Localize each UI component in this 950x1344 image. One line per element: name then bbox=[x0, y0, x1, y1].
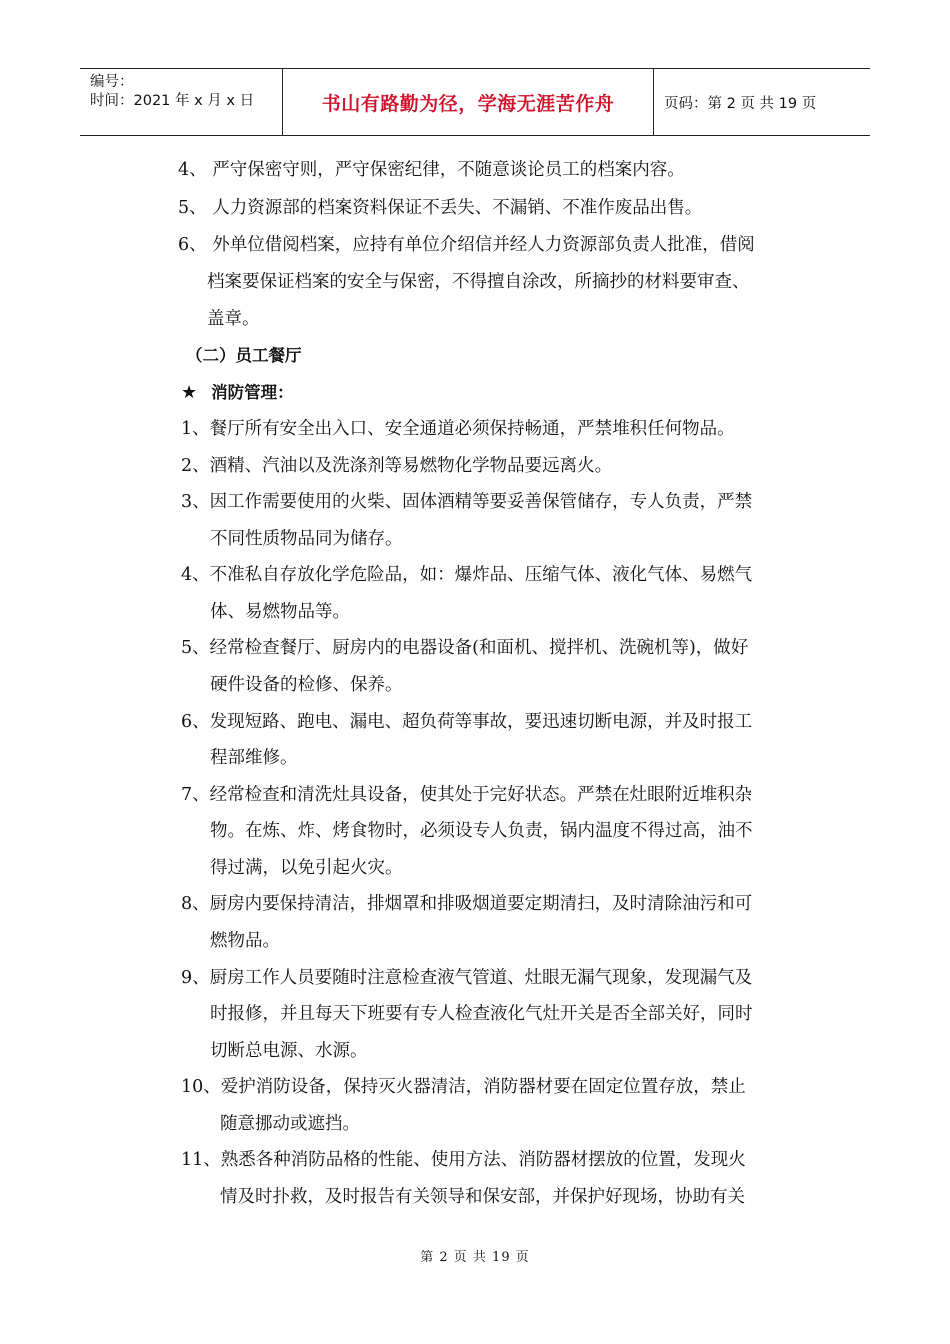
subsection-heading bbox=[181, 381, 294, 405]
paragraph-line: 2、酒精、汽油以及洗涤剂等易燃物化学物品要远离火。 bbox=[181, 456, 613, 476]
date-label: 时间：2021 年 x 月 x 日 bbox=[90, 93, 255, 109]
paragraph-line: 6、发现短路、跑电、漏电、超负荷等事故，要迅速切断电源，并及时报工 bbox=[181, 712, 753, 732]
paragraph-line: 档案要保证档案的安全与保密，不得擅自涂改，所摘抄的材料要审查、 bbox=[207, 272, 750, 292]
paragraph-line: 1、餐厅所有安全出入口、安全通道必须保持畅通，严禁堆积任何物品。 bbox=[181, 419, 735, 439]
paragraph-line: 4、不准私自存放化学危险品，如：爆炸品、压缩气体、液化气体、易燃气 bbox=[181, 565, 753, 585]
paragraph-line: 程部维修。 bbox=[210, 748, 298, 768]
paragraph-line: 盖章。 bbox=[207, 309, 260, 329]
paragraph-line: 燃物品。 bbox=[210, 931, 280, 951]
paragraph-line: 切断总电源、水源。 bbox=[210, 1041, 368, 1061]
paragraph-line: 物。在炼、炸、烤食物时，必须设专人负责，锅内温度不得过高，油不 bbox=[210, 821, 753, 841]
paragraph-line: 时报修，并且每天下班要有专人检查液化气灶开关是否全部关好，同时 bbox=[210, 1004, 753, 1024]
paragraph-line: 7、经常检查和清洗灶具设备，使其处于完好状态。严禁在灶眼附近堆积杂 bbox=[181, 785, 753, 805]
paragraph-line: 5、经常检查餐厅、厨房内的电器设备(和面机、搅拌机、洗碗机等)，做好 bbox=[181, 638, 749, 658]
header-meta-cell bbox=[80, 69, 283, 135]
paragraph-line: 5、 人力资源部的档案资料保证不丢失、不漏销、不准作废品出售。 bbox=[178, 198, 703, 218]
paragraph-line: 10、爱护消防设备，保持灭火器清洁，消防器材要在固定位置存放，禁止 bbox=[181, 1077, 746, 1097]
document-header bbox=[80, 68, 870, 136]
paragraph-line: 硬件设备的检修、保养。 bbox=[210, 675, 403, 695]
paragraph-line: 3、因工作需要使用的火柴、固体酒精等要妥善保管储存，专人负责，严禁 bbox=[181, 492, 753, 512]
star-icon: ★ bbox=[181, 382, 198, 403]
paragraph-line: 体、易燃物品等。 bbox=[210, 602, 350, 622]
paragraph-line: 9、厨房工作人员要随时注意检查液气管道、灶眼无漏气现象，发现漏气及 bbox=[181, 968, 753, 988]
paragraph-line: 6、 外单位借阅档案，应持有单位介绍信并经人力资源部负责人批准，借阅 bbox=[178, 235, 755, 255]
paragraph-line: 4、 严守保密守则，严守保密纪律，不随意谈论员工的档案内容。 bbox=[178, 160, 685, 180]
paragraph-line: 不同性质物品同为储存。 bbox=[210, 529, 403, 549]
paragraph-line: 8、厨房内要保持清洁，排烟罩和排吸烟道要定期清扫，及时清除油污和可 bbox=[181, 894, 753, 914]
page-footer: 第 2 页 共 19 页 bbox=[420, 1250, 530, 1265]
section-heading: （二）员工餐厅 bbox=[186, 346, 302, 365]
paragraph-line: 11、熟悉各种消防品格的性能、使用方法、消防器材摆放的位置，发现火 bbox=[181, 1150, 746, 1170]
paragraph-line: 情及时扑救，及时报告有关领导和保安部，并保护好现场，协助有关 bbox=[220, 1187, 745, 1207]
paragraph-line: 随意挪动或遮挡。 bbox=[220, 1114, 360, 1134]
serial-number-label: 编号： bbox=[90, 74, 134, 90]
header-page-number: 页码：第 2 页 共 19 页 bbox=[664, 95, 817, 112]
subsection-heading-text: 消防管理： bbox=[211, 383, 294, 402]
paragraph-line: 得过满，以免引起火灾。 bbox=[210, 858, 403, 878]
header-motto: 书山有路勤为径，学海无涯苦作舟 bbox=[283, 69, 654, 135]
